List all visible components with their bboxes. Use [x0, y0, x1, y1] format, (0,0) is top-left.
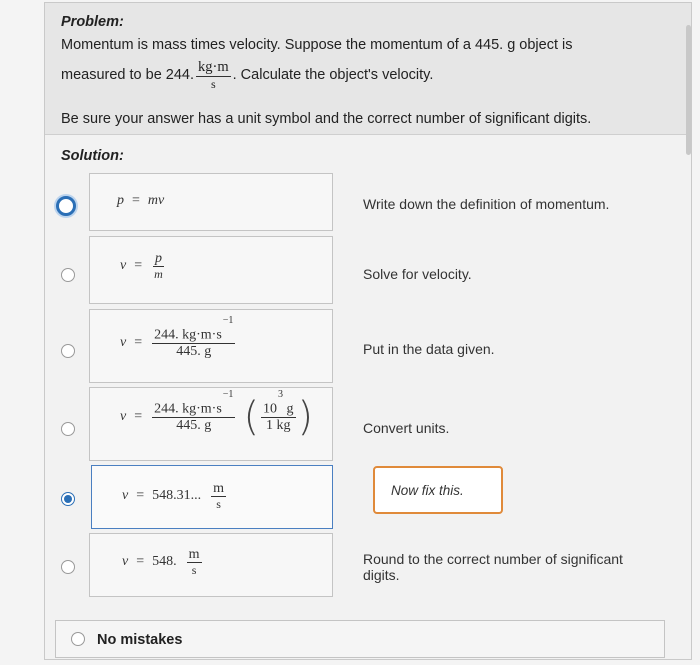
conversion-fraction: $\frac{10^3 g}{1 kg}$	[263, 389, 294, 434]
velocity-unit-fraction: $\frac{m}{s}$	[213, 481, 225, 512]
scrollbar-thumb[interactable]	[686, 25, 691, 155]
step-3-equation: v = $\frac{244. kg\cdot m\cdot s^{-1}}{445. g}$	[120, 315, 234, 360]
data-fraction: $\frac{244. kg\cdot m\cdot s^{-1}}{445. g}$	[154, 389, 234, 434]
step-2-radio[interactable]	[61, 268, 75, 282]
problem-line2	[61, 60, 433, 91]
left-paren: (	[243, 394, 260, 440]
step-2-equation: v = $\frac{p}{m}$	[120, 251, 163, 282]
unit-denominator: s	[210, 76, 216, 91]
solution-title: Solution:	[61, 148, 124, 164]
problem-statement	[45, 3, 691, 135]
no-mistakes-label: No mistakes	[97, 632, 183, 648]
p-over-m-fraction: $\frac{p}{m}$	[154, 251, 163, 282]
velocity-unit-fraction: $\frac{m}{s}$	[188, 547, 200, 578]
step-1-equation: p = mv	[117, 193, 165, 208]
momentum-unit-fraction	[196, 60, 231, 91]
problem-line2-prefix: measured to be 244.	[61, 67, 195, 84]
step-2-explanation: Solve for velocity.	[363, 266, 472, 282]
step-6-radio[interactable]	[61, 560, 75, 574]
step-1-radio[interactable]	[56, 196, 76, 216]
step-5-explanation: Now fix this.	[391, 482, 464, 498]
step-6-explanation: Round to the correct number of significant digits.	[363, 551, 623, 583]
step-4-radio[interactable]	[61, 422, 75, 436]
data-fraction: $\frac{244. kg\cdot m\cdot s^{-1}}{445. g}$	[154, 315, 234, 360]
no-mistakes-radio[interactable]	[71, 632, 85, 646]
step-3-radio[interactable]	[61, 344, 75, 358]
step-6-equation: v = 548. $\frac{m}{s}$	[122, 547, 200, 578]
step-4-equation: v = $\frac{244. kg\cdot m\cdot s^{-1}}{445. g}$ ( $\frac{10^3 g}{1 kg}$ )	[120, 389, 314, 440]
right-paren: )	[297, 394, 314, 440]
unit-numerator: kg·m	[198, 59, 229, 75]
step-5-radio[interactable]	[61, 492, 75, 506]
problem-note: Be sure your answer has a unit symbol and the correct number of significant digits.	[61, 111, 592, 127]
problem-title: Problem:	[61, 14, 124, 30]
problem-line2-suffix: . Calculate the object's velocity.	[232, 67, 434, 84]
step-1-explanation: Write down the definition of momentum.	[363, 196, 610, 212]
problem-line1: Momentum is mass times velocity. Suppose the momentum of a 445. g object is	[61, 36, 573, 53]
step-3-explanation: Put in the data given.	[363, 341, 495, 357]
step-5-equation: v = 548.31... $\frac{m}{s}$	[122, 481, 225, 512]
tutorial-panel	[44, 2, 692, 660]
feedback-callout	[373, 466, 503, 514]
step-4-explanation: Convert units.	[363, 420, 450, 436]
